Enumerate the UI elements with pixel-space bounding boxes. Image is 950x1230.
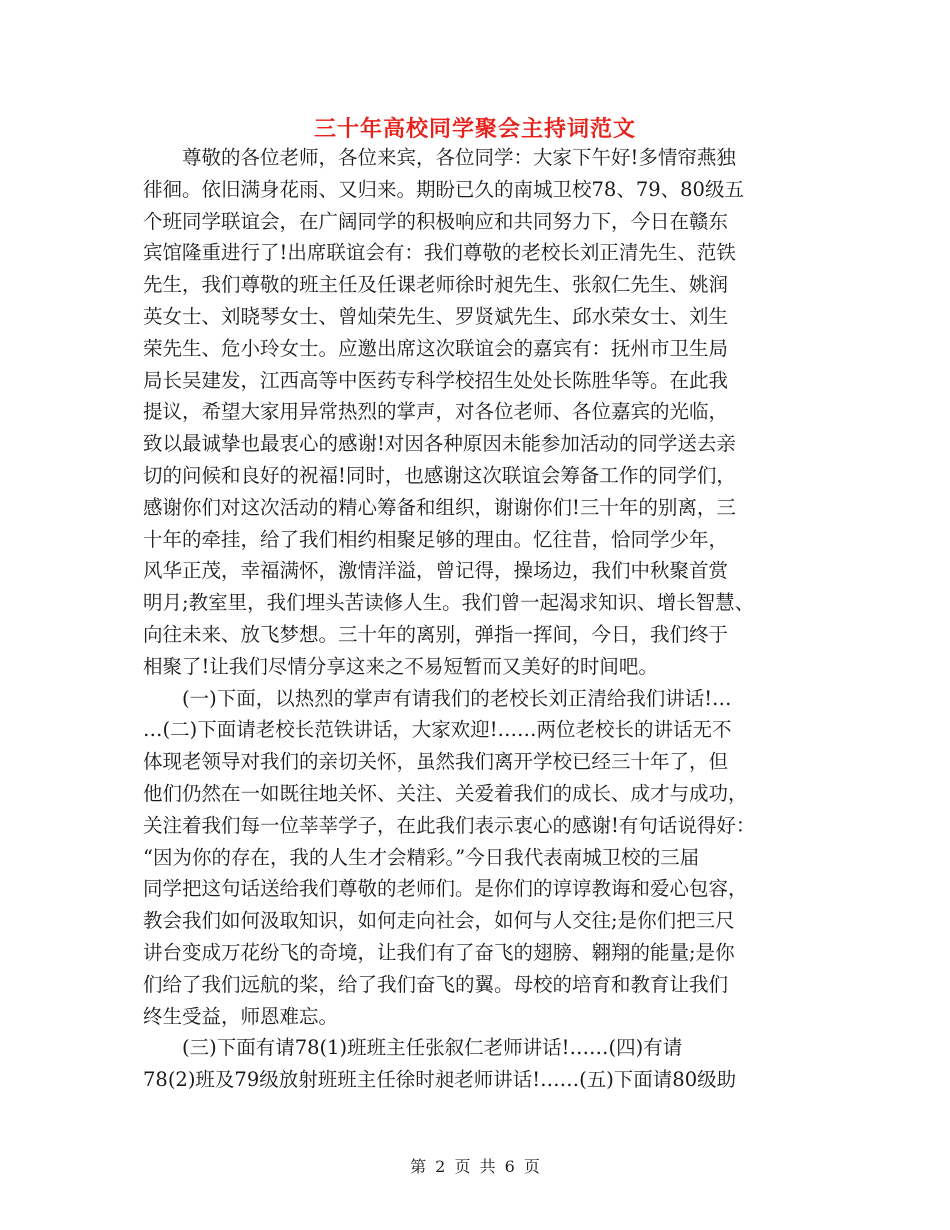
text-line: 徘徊。依旧满身花雨、又归来。期盼已久的南城卫校78、79、80级五 — [143, 177, 744, 201]
text-line: 关注着我们每一位莘莘学子，在此我们表示衷心的感谢!有句话说得好： — [143, 813, 756, 837]
text-line: 相聚了!让我们尽情分享这来之不易短暂而又美好的时间吧。 — [143, 654, 658, 678]
text-line: 尊敬的各位老师，各位来宾，各位同学：大家下午好!多情帘燕独 — [143, 146, 736, 169]
text-line: 局长吴建发，江西高等中医药专科学校招生处处长陈胜华等。在此我 — [143, 368, 729, 392]
text-line: 明月;教室里，我们埋头苦读修人生。我们曾一起渴求知识、增长智慧、 — [143, 591, 755, 615]
text-line: 个班同学联谊会，在广阔同学的积极响应和共同努力下，今日在赣东 — [143, 209, 729, 233]
text-line: …(二)下面请老校长范铁讲话，大家欢迎!……两位老校长的讲话无不 — [143, 718, 732, 742]
text-line: 先生，我们尊敬的班主任及任课老师徐时昶先生、张叙仁先生、姚润 — [143, 273, 729, 297]
text-line: 感谢你们对这次活动的精心筹备和组织，谢谢你们!三十年的别离，三 — [143, 495, 736, 519]
text-line: 荣先生、危小玲女士。应邀出席这次联谊会的嘉宾有：抚州市卫生局 — [143, 336, 729, 360]
page-footer: 第 2 页 共 6 页 — [410, 1157, 540, 1176]
text-line: (三)下面有请78(1)班班主任张叙仁老师讲话!……(四)有请 — [143, 1036, 683, 1060]
text-line: 同学把这句话送给我们尊敬的老师们。是你们的谆谆教诲和爱心包容， — [143, 877, 748, 901]
text-line: (一)下面，以热烈的掌声有请我们的老校长刘正清给我们讲话!… — [143, 686, 732, 710]
document-body — [143, 142, 815, 1096]
document-title: 三十年高校同学聚会主持词范文 — [313, 116, 636, 142]
text-line: 切的问候和良好的祝福!同时，也感谢这次联谊会筹备工作的同学们， — [143, 463, 736, 487]
text-line: 们给了我们远航的桨，给了我们奋飞的翼。母校的培育和教育让我们 — [143, 972, 729, 996]
text-line: 十年的牵挂，给了我们相约相聚足够的理由。忆往昔，恰同学少年， — [143, 527, 729, 551]
text-line: “因为你的存在，我的人生才会精彩。”今日我代表南城卫校的三届 — [143, 845, 700, 869]
text-line: 体现老领导对我们的亲切关怀，虽然我们离开学校已经三十年了，但 — [143, 750, 729, 774]
text-line: 他们仍然在一如既往地关怀、关注、关爱着我们的成长、成才与成功， — [143, 781, 748, 805]
text-line: 教会我们如何汲取知识，如何走向社会，如何与人交往;是你们把三尺 — [143, 909, 735, 933]
text-line: 78(2)班及79级放射班班主任徐时昶老师讲话!……(五)下面请80级助 — [143, 1068, 737, 1092]
text-line: 讲台变成万花纷飞的奇境，让我们有了奋飞的翅膀、翱翔的能量;是你 — [143, 940, 735, 964]
text-line: 提议，希望大家用异常热烈的掌声，对各位老师、各位嘉宾的光临， — [143, 400, 729, 424]
text-line: 致以最诚挚也最衷心的感谢!对因各种原因未能参加活动的同学送去亲 — [143, 432, 736, 456]
text-line: 风华正茂，幸福满怀，激情洋溢，曾记得，操场边，我们中秋聚首赏 — [143, 559, 729, 583]
text-line: 向往未来、放飞梦想。三十年的离别，弹指一挥间，今日，我们终于 — [143, 622, 729, 646]
text-line: 宾馆隆重进行了!出席联谊会有：我们尊敬的老校长刘正清先生、范铁 — [143, 241, 736, 265]
text-line: 终生受益，师恩难忘。 — [143, 1004, 339, 1028]
text-line: 英女士、刘晓琴女士、曾灿荣先生、罗贤斌先生、邱水荣女士、刘生 — [143, 304, 729, 328]
